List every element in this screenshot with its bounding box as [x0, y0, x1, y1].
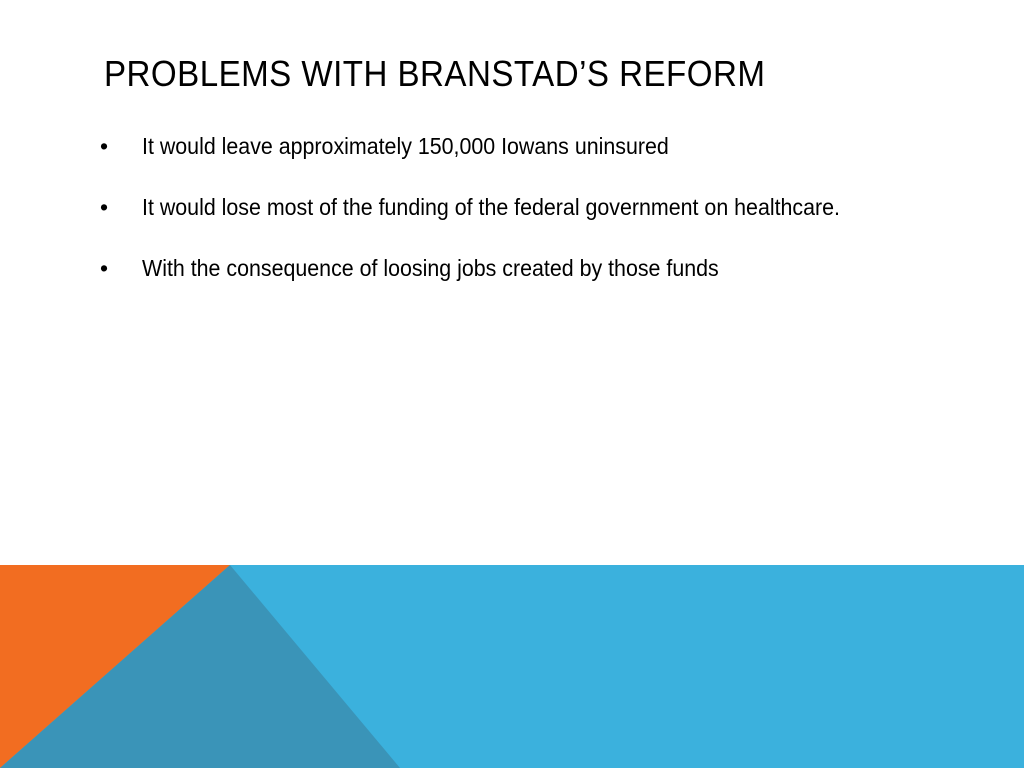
bullet-list [100, 131, 920, 284]
bullet-marker: • [100, 194, 109, 220]
bullet-item [100, 253, 920, 284]
bullet-item [100, 192, 920, 223]
bullet-item [100, 131, 920, 162]
bullet-text: With the consequence of loosing jobs created by those funds [142, 255, 719, 281]
bullet-text: It would lose most of the funding of the federal government on healthcare. [142, 194, 840, 220]
bullet-marker: • [100, 133, 109, 159]
bullet-marker: • [100, 255, 109, 281]
slide-title: PROBLEMS WITH BRANSTAD’S REFORM [104, 53, 766, 94]
bullet-text: It would leave approximately 150,000 Iowans uninsured [142, 133, 669, 159]
footer-decoration [0, 565, 1024, 768]
